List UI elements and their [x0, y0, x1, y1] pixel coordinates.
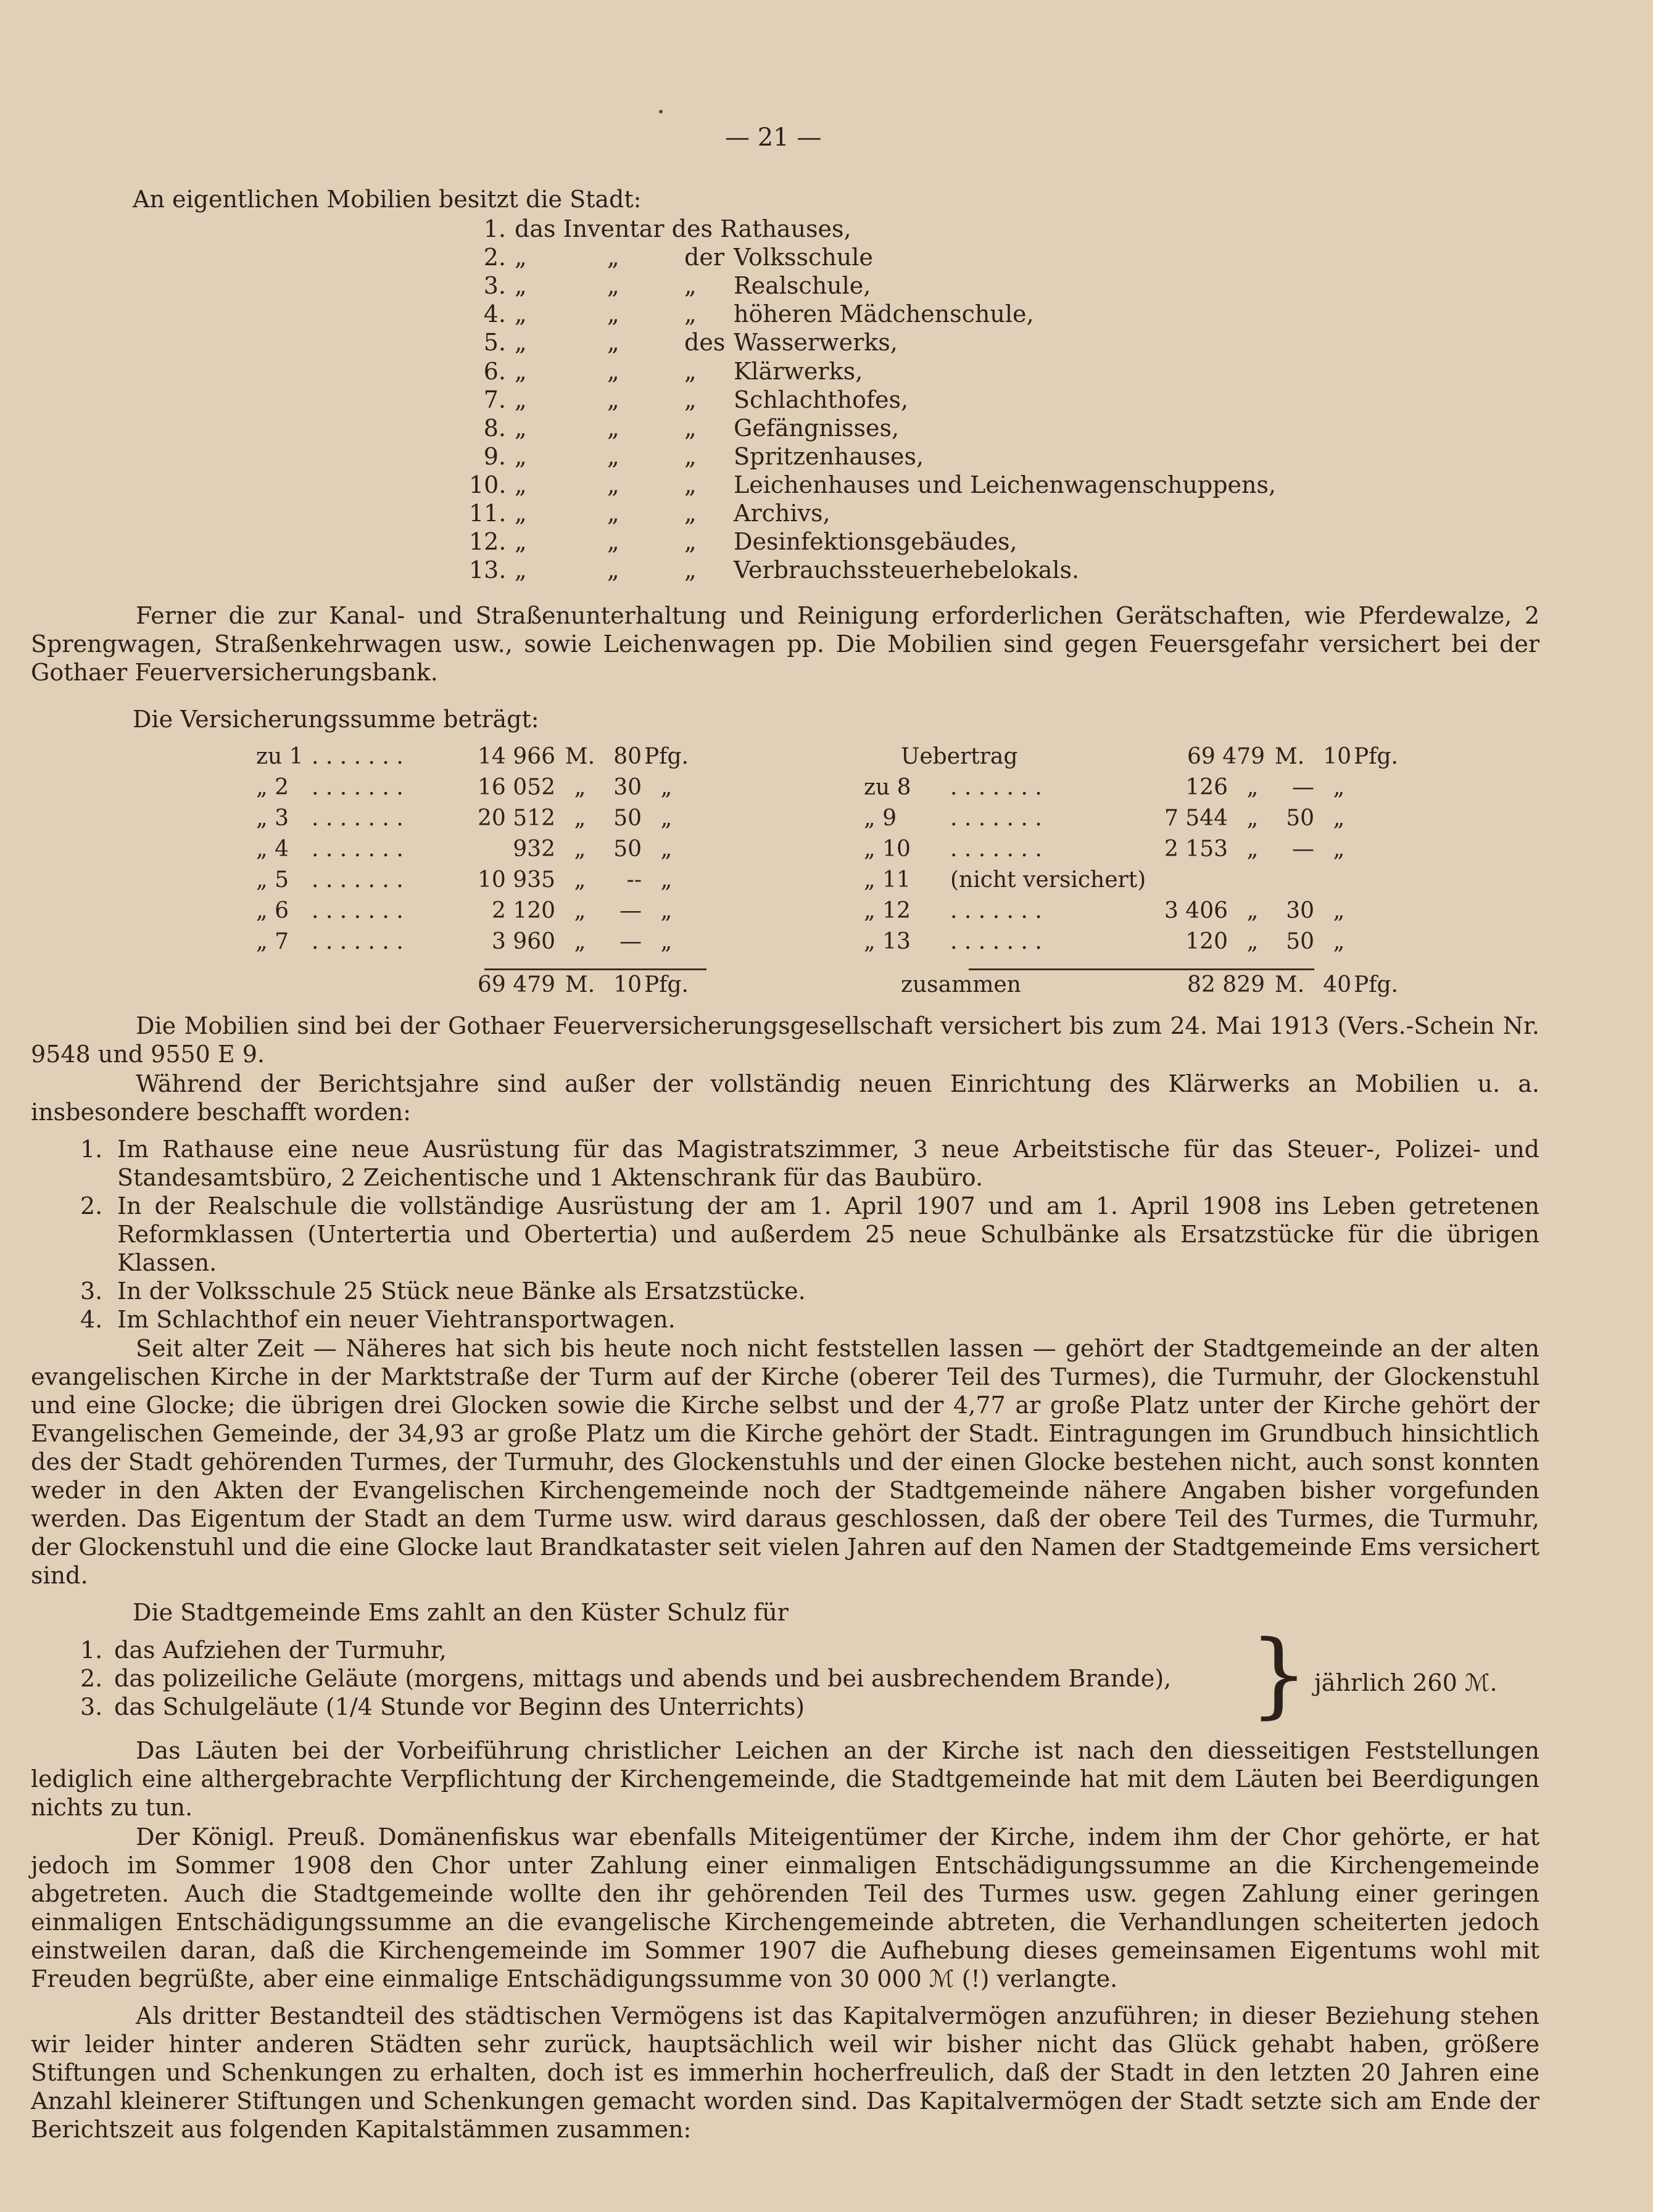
inventory-ditto: „ [607, 357, 619, 385]
insurance-label: „ 9 [864, 806, 897, 831]
insurance-pfennig: 50 [613, 806, 642, 831]
insurance-dots: . . . . . . . [950, 806, 1042, 831]
insurance-mark: „ [1246, 806, 1259, 831]
insurance-pfennig: 50 [1286, 806, 1314, 831]
paragraph-mobilien: Die Mobilien sind bei der Gothaer Feuerversicherungsgesellschaft versichert bis zum 24. Mai 1913 (Vers.-Schein Nr. 9548 und 9550 E 9. [31, 1012, 1539, 1068]
kuester-item [80, 1693, 805, 1721]
insurance-mark: „ [574, 836, 586, 862]
insurance-pfennig: -- [626, 867, 642, 893]
insurance-pfennig: — [619, 898, 642, 923]
inventory-name: Volksschule [734, 244, 873, 271]
inventory-ditto: „ [515, 528, 527, 556]
insurance-mark: „ [1246, 929, 1259, 954]
inventory-item [469, 414, 899, 442]
inventory-item [469, 357, 863, 386]
insurance-dots: . . . . . . . [312, 898, 404, 923]
inventory-item [469, 442, 924, 471]
inventory-name: Klärwerks, [734, 357, 863, 385]
inventory-article: „ [684, 272, 697, 300]
insurance-pfennig: 10 [613, 972, 642, 997]
paragraph-kuester: Die Stadtgemeinde Ems zahlt an den Küster Schulz für [133, 1599, 789, 1626]
insurance-mark: M. [565, 972, 595, 997]
insurance-label: „ 3 [256, 806, 289, 831]
insurance-amount: 7 544 [1164, 806, 1228, 831]
insurance-row [864, 772, 1364, 803]
inventory-name: Schlachthofes, [734, 386, 909, 413]
inventory-article: „ [684, 500, 697, 527]
inventory-article: „ [684, 300, 697, 328]
inventory-ditto: „ [607, 471, 619, 498]
insurance-amount: 82 829 [1187, 972, 1265, 997]
inventory-item [469, 527, 1017, 556]
inventory-article: des [684, 329, 726, 357]
insurance-pfg: „ [660, 806, 673, 831]
insurance-amount: 2 120 [491, 898, 555, 923]
insurance-amount: 20 512 [478, 806, 555, 831]
insurance-pfennig: 40 [1323, 972, 1351, 997]
inventory-number: 13. [469, 556, 507, 584]
insurance-pfg: „ [660, 836, 673, 862]
inventory-name: Desinfektionsgebäudes, [734, 528, 1017, 556]
insurance-pfg: „ [660, 775, 673, 800]
inventory-ditto: „ [607, 414, 619, 442]
inventory-ditto: „ [515, 300, 527, 328]
inventory-ditto: „ [515, 500, 527, 527]
insurance-pfg: „ [1333, 929, 1345, 954]
insurance-pfennig: — [1292, 836, 1314, 862]
inventory-name: Leichenhauses und Leichenwagenschuppens, [734, 471, 1277, 498]
insurance-row [256, 772, 691, 803]
inventory-ditto: „ [607, 244, 619, 271]
purchase-number: 1. [80, 1136, 103, 1163]
inventory-ditto: „ [607, 386, 619, 413]
insurance-row [864, 803, 1364, 834]
insurance-amount: 14 966 [478, 744, 555, 769]
inventory-number: 3. [483, 272, 506, 300]
insurance-dots: . . . . . . . [312, 775, 404, 800]
insurance-label: Uebertrag [901, 744, 1018, 769]
kuester-item [80, 1664, 1171, 1693]
inventory-name: Rathauses, [720, 215, 851, 242]
insurance-pfennig: 30 [1286, 898, 1314, 923]
insurance-amount: 69 479 [478, 972, 555, 997]
inventory-ditto: „ [607, 300, 619, 328]
inventory-article: „ [684, 556, 697, 584]
inventory-article: „ [684, 471, 697, 498]
insurance-dots: . . . . . . . [950, 929, 1042, 954]
insurance-row [864, 865, 1364, 896]
insurance-row [901, 741, 1401, 772]
purchase-text: Im Schlachthof ein neuer Viehtransportwagen. [117, 1306, 676, 1333]
insurance-label: „ 11 [864, 867, 911, 893]
insurance-dots: (nicht versichert) [950, 867, 1146, 893]
insurance-pfg: „ [660, 867, 673, 893]
insurance-mark: M. [1274, 972, 1305, 997]
insurance-amount: 2 153 [1164, 836, 1228, 862]
inventory-item [469, 328, 898, 357]
insurance-label: „ 4 [256, 836, 289, 862]
kuester-item [80, 1636, 447, 1664]
insurance-amount: 3 406 [1164, 898, 1228, 923]
insurance-label: zu 1 [256, 744, 304, 769]
inventory-number: 6. [483, 357, 506, 385]
inventory-ditto: „ [515, 272, 527, 300]
inventory-ditto: „ [515, 386, 527, 413]
insurance-pfg: „ [1333, 898, 1345, 923]
inventory-lead: das Inventar des [515, 215, 721, 242]
insurance-row [256, 865, 691, 896]
insurance-amount: 932 [513, 836, 555, 862]
inventory-item [469, 271, 871, 300]
purchase-item [80, 1135, 1539, 1192]
insurance-pfennig: 80 [613, 744, 642, 769]
insurance-mark: M. [1274, 744, 1305, 769]
inventory-number: 12. [469, 528, 507, 556]
inventory-name: Gefängnisses, [734, 414, 900, 442]
page-mark [659, 110, 663, 113]
inventory-ditto: „ [515, 414, 527, 442]
inventory-name: Spritzenhauses, [734, 442, 924, 470]
insurance-dots: . . . . . . . [950, 775, 1042, 800]
purchase-text: In der Realschule die vollständige Ausrüstung der am 1. April 1907 und am 1. April 1908 ins Leben getretenen Reformklassen (Untertertia und Obertertia) und außerdem 25 neue Schulbänke als Ersatzstücke für die übrigen Klassen. [117, 1192, 1539, 1276]
insurance-pfennig: 50 [613, 836, 642, 862]
insurance-pfg: Pfg. [1353, 972, 1399, 997]
insurance-dots: . . . . . . . [312, 836, 404, 862]
insurance-amount: 10 935 [478, 867, 555, 893]
insurance-mark: „ [1246, 775, 1259, 800]
insurance-label: „ 5 [256, 867, 289, 893]
insurance-pfg: „ [660, 898, 673, 923]
insurance-row [256, 834, 691, 865]
insurance-pfennig: — [619, 929, 642, 954]
insurance-label: zusammen [901, 972, 1021, 997]
insurance-label: „ 12 [864, 898, 911, 923]
purchase-number: 4. [80, 1306, 103, 1333]
kuester-text: das Schulgeläute (1/4 Stunde vor Beginn des Unterrichts) [114, 1693, 805, 1720]
purchase-number: 2. [80, 1192, 103, 1219]
inventory-article: „ [684, 442, 697, 470]
insurance-amount: 69 479 [1187, 744, 1265, 769]
inventory-number: 7. [483, 386, 506, 413]
purchase-text: In der Volksschule 25 Stück neue Bänke als Ersatzstücke. [117, 1277, 806, 1305]
insurance-row [901, 970, 1401, 1001]
insurance-pfg: Pfg. [644, 744, 689, 769]
insurance-label: „ 2 [256, 775, 289, 800]
inventory-number: 1. [483, 215, 506, 242]
inventory-name: Wasserwerks, [734, 329, 898, 357]
inventory-number: 2. [483, 244, 506, 271]
insurance-row [864, 834, 1364, 865]
inventory-ditto: „ [515, 329, 527, 357]
inventory-article: „ [684, 357, 697, 385]
insurance-mark: „ [574, 898, 586, 923]
purchase-item [80, 1277, 1539, 1305]
insurance-amount: 126 [1185, 775, 1228, 800]
inventory-item [469, 386, 908, 414]
inventory-number: 8. [483, 414, 506, 442]
inventory-item [469, 215, 851, 243]
insurance-row [256, 803, 691, 834]
inventory-article: der [684, 244, 724, 271]
insurance-row [256, 970, 691, 1001]
inventory-item [469, 499, 831, 527]
inventory-name: Verbrauchssteuerhebelokals. [734, 556, 1080, 584]
insurance-dots: . . . . . . . [950, 898, 1042, 923]
insurance-dots: . . . . . . . [312, 867, 404, 893]
insurance-dots: . . . . . . . [312, 744, 404, 769]
insurance-row [256, 926, 691, 957]
insurance-mark: „ [1246, 836, 1259, 862]
insurance-row [256, 896, 691, 926]
inventory-number: 9. [483, 442, 506, 470]
insurance-pfg: „ [1333, 836, 1345, 862]
insurance-label: „ 7 [256, 929, 289, 954]
inventory-ditto: „ [515, 442, 527, 470]
inventory-number: 4. [483, 300, 506, 328]
insurance-label: zu 8 [864, 775, 911, 800]
inventory-number: 11. [469, 500, 507, 527]
kuester-text: das Aufziehen der Turmuhr, [114, 1636, 447, 1664]
purchase-item [80, 1192, 1539, 1277]
kuester-amount: jährlich 260 ℳ. [1314, 1669, 1498, 1696]
kuester-number: 2. [80, 1665, 103, 1692]
inventory-ditto: „ [607, 500, 619, 527]
inventory-ditto: „ [515, 471, 527, 498]
inventory-name: höheren Mädchenschule, [734, 300, 1034, 328]
purchase-item [80, 1305, 1539, 1334]
insurance-mark: M. [565, 744, 595, 769]
kuester-number: 3. [80, 1693, 103, 1720]
page-number: — 21 — [725, 123, 822, 152]
insurance-mark: „ [574, 806, 586, 831]
paragraph-koenigl: Der Königl. Preuß. Domänenfiskus war ebenfalls Miteigentümer der Kirche, indem ihm der Chor gehörte, er hat jedoch im Sommer 1908 den Chor unter Zahlung einer einmaligen Entschädigungssumme an die Kirchengemeinde abgetreten. Auch die Stadtgemeinde wollte den ihr gehörenden Teil des Turmes usw. gegen Zahlung einer geringen einmaligen Entschädigungssumme an die evangelische Kirchengemeinde abtreten, die Verhandlungen scheiterten jedoch einstweilen daran, daß die Kirchengemeinde im Sommer 1907 die Aufhebung dieses gemeinsamen Eigentums wohl mit Freuden begrüßte, aber eine einmalige Entschädigungssumme von 30 000 ℳ (!) verlangte. [31, 1823, 1539, 1992]
inventory-ditto: „ [607, 528, 619, 556]
inventory-ditto: „ [515, 556, 527, 584]
insurance-pfennig: 30 [613, 775, 642, 800]
inventory-name: Archivs, [734, 500, 831, 527]
insurance-intro: Die Versicherungssumme beträgt: [133, 706, 539, 733]
purchases-list [80, 1135, 1539, 1334]
inventory-item [469, 300, 1034, 328]
insurance-pfg: Pfg. [1353, 744, 1399, 769]
insurance-pfg: „ [660, 929, 673, 954]
insurance-label: „ 13 [864, 929, 911, 954]
inventory-ditto: „ [515, 357, 527, 385]
insurance-pfg: „ [1333, 775, 1345, 800]
inventory-article: „ [684, 386, 697, 413]
insurance-row [256, 741, 691, 772]
kuester-text: das polizeiliche Geläute (morgens, mittags und abends und bei ausbrechendem Brande), [114, 1665, 1172, 1692]
sum-rule-left [484, 968, 706, 970]
insurance-pfg: Pfg. [644, 972, 689, 997]
inventory-article: „ [684, 528, 697, 556]
insurance-pfennig: 10 [1323, 744, 1351, 769]
insurance-amount: 120 [1185, 929, 1228, 954]
insurance-pfennig: 50 [1286, 929, 1314, 954]
sum-rule-right [969, 968, 1314, 970]
paragraph-laeuten: Das Läuten bei der Vorbeiführung christlicher Leichen an der Kirche ist nach den diesseitigen Feststellungen lediglich eine althergebrachte Verpflichtung der Kirchengemeinde, die Stadtgemeinde hat mit dem Läuten bei Beerdigungen nichts zu tun. [31, 1737, 1539, 1821]
purchase-number: 3. [80, 1277, 103, 1305]
inventory-ditto: „ [607, 329, 619, 357]
brace: } [1249, 1621, 1309, 1728]
paragraph-waehrend: Während der Berichtsjahre sind außer der vollständig neuen Einrichtung des Klärwerks an Mobilien u. a. insbesondere beschafft worden: [31, 1070, 1539, 1126]
inventory-ditto: „ [607, 556, 619, 584]
inventory-number: 5. [483, 329, 506, 357]
insurance-mark: „ [1246, 898, 1259, 923]
insurance-row [864, 926, 1364, 957]
inventory-item [469, 556, 1079, 584]
insurance-row [864, 896, 1364, 926]
inventory-ditto: „ [607, 272, 619, 300]
insurance-amount: 3 960 [491, 929, 555, 954]
inventory-ditto: „ [515, 244, 527, 271]
insurance-dots: . . . . . . . [312, 929, 404, 954]
inventory-article: „ [684, 414, 697, 442]
inventory-intro: An eigentlichen Mobilien besitzt die Stadt: [133, 186, 642, 213]
insurance-label: „ 6 [256, 898, 289, 923]
paragraph-kapital: Als dritter Bestandteil des städtischen Vermögens ist das Kapitalvermögen anzuführen; in dieser Beziehung stehen wir leider hinter anderen Städten sehr zurück, hauptsächlich weil wir bisher nicht das Glück gehabt haben, größere Stiftungen und Schenkungen zu erhalten, doch ist es immerhin hocherfreulich, daß der Stadt in den letzten 20 Jahren eine Anzahl kleinerer Stiftungen und Schenkungen gemacht worden sind. Das Kapitalvermögen der Stadt setzte sich am Ende der Berichtszeit aus folgenden Kapitalstämmen zusammen: [31, 2002, 1539, 2143]
inventory-name: Realschule, [734, 272, 871, 300]
insurance-mark: „ [574, 929, 586, 954]
inventory-item [469, 471, 1276, 499]
insurance-dots: . . . . . . . [950, 836, 1042, 862]
insurance-pfg: „ [1333, 806, 1345, 831]
inventory-item [469, 243, 873, 271]
paragraph-ferner: Ferner die zur Kanal- und Straßenunterhaltung und Reinigung erforderlichen Gerätschaften, wie Pferdewalze, 2 Sprengwagen, Straßenkehrwagen usw., sowie Leichenwagen pp. Die Mobilien sind gegen Feuersgefahr versichert bei der Gothaer Feuerversicherungsbank. [31, 602, 1539, 686]
insurance-pfennig: — [1292, 775, 1314, 800]
inventory-number: 10. [469, 471, 507, 498]
insurance-amount: 16 052 [478, 775, 555, 800]
kuester-number: 1. [80, 1636, 103, 1664]
insurance-mark: „ [574, 867, 586, 893]
insurance-mark: „ [574, 775, 586, 800]
paragraph-seit: Seit alter Zeit — Näheres hat sich bis heute noch nicht feststellen lassen — gehört der Stadtgemeinde an der alten evangelischen Kirche in der Marktstraße der Turm auf der Kirche (oberer Teil des Turmes), die Turmuhr, der Glockenstuhl und eine Glocke; die übrigen drei Glocken sowie die Kirche selbst und der 4,77 ar große Platz unter der Kirche gehört der Evangelischen Gemeinde, der 34,93 ar große Platz um die Kirche gehört der Stadt. Eintragungen im Grundbuch hinsichtlich des der Stadt gehörenden Turmes, der Turmuhr, des Glockenstuhls und der einen Glocke bestehen nicht, auch sonst konnten weder in den Akten der Evangelischen Kirchengemeinde noch der Stadtgemeinde nähere Angaben bisher vorgefunden werden. Das Eigentum der Stadt an dem Turme usw. wird daraus geschlossen, daß der obere Teil des Turmes, die Turmuhr, der Glockenstuhl und die eine Glocke laut Brandkataster seit vielen Jahren auf den Namen der Stadtgemeinde Ems versichert sind. [31, 1335, 1539, 1589]
inventory-ditto: „ [607, 442, 619, 470]
purchase-text: Im Rathause eine neue Ausrüstung für das Magistratszimmer, 3 neue Arbeitstische für das Steuer-, Polizei- und Standesamtsbüro, 2 Zeichentische und 1 Aktenschrank für das Baubüro. [117, 1136, 1539, 1191]
insurance-label: „ 10 [864, 836, 911, 862]
insurance-dots: . . . . . . . [312, 806, 404, 831]
